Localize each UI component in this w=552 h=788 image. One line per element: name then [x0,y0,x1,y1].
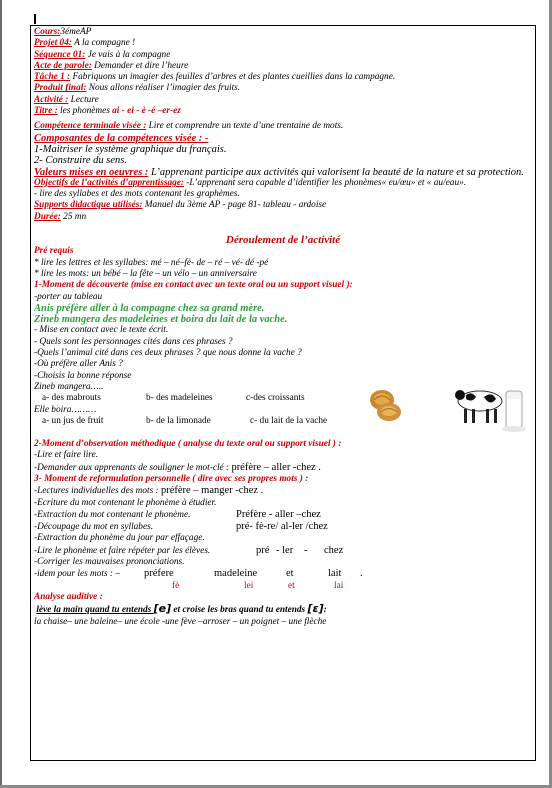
moment-3-line-5: -Extraction du phonème du jour par effaçage. [34,533,205,544]
moment-2-line-2: -Demander aux apprenants de souligner le mot-clé : préfère – aller -chez . [34,461,321,473]
moment-3-line-1: -Lectures individuelles des mots : préfère – manger -chez . [34,485,264,497]
cow-and-milk-picture [446,371,532,439]
analyse-line-2: la chaise– une baleine– une école -une fève –arroser – un poignet – une flèche [34,616,327,627]
moment-3-line-2: -Ecriture du mot contenant le phonème à étudier. [34,497,217,508]
moment-1-label: 1-Moment de découverte (mise en contact avec un texte oral ou un support visuel ): [34,280,353,291]
objectifs-line-2: - lire des syllabes et des mots contenant les graphèmes. [34,189,240,200]
prerequis-2: * lire les mots: un bébé – la fête – un vélo – un anniversaire [34,268,257,279]
page-left-border [0,0,2,788]
moment-3-line-4: -Découpage du mot en syllabes. pré- fè-re/ al-ler /chez [34,521,328,533]
idem-line: -idem pour les mots : –préfere madeleine et lait . [34,568,363,580]
question-6: Zineb mangera….. [34,381,104,392]
tache-line: Tâche 1 : Fabriquons un imagier des feuilles d’arbres et des plantes cueillies dans la campagne. [34,72,396,83]
question-5: -Choisis la bonne réponse [34,370,132,381]
valeurs-line: Valeurs mises en oeuvres : L’apprenant participe aux activités qui valorisent la beauté de la nature et sa protection. [34,166,524,178]
analyse-label: Analyse auditive : [34,591,103,602]
objectifs-line: Objectifs de l’activités d’apprentissage: -L’apprenant sera capable d’identifier les phonèmes« eu/œu» et « au/eau». [34,177,467,188]
sequence-line: Séquence 01: Je vais à la compagne [34,49,171,60]
idem-parts-line: fè lei et lai [172,580,344,591]
competence-line: Compétence terminale visée : Lire et comprendre un texte d’une trentaine de mots. [34,121,344,132]
choice-2c: c- du lait de la vache [250,415,328,426]
moment-1-support: -porter au tableau [34,291,103,302]
prerequis-label: Pré requis [34,246,74,257]
produit-line: Produit final: Nous allons réaliser l’imagier des fruits. [34,83,241,94]
deroulement-title: Déroulement de l’activité [225,235,341,247]
phrase-2: Zineb mangera des madeleines et boira du lait de la vache. [34,314,288,326]
cours-line: Cours:3émeAP [34,27,92,37]
question-7: Elle boira……… [34,404,97,415]
moment-3-line-3: -Extraction du mot contenant le phonème. Préfère - aller –chez [34,508,321,520]
moment-2-line-1: -Lire et faire lire. [34,450,99,461]
composantes-line: Composantes de la compétences visée : - [34,132,209,144]
choice-2a: a- un jus de fruit [42,415,104,426]
choice-1a: a- des mabrouts [42,393,101,404]
question-1: - Mise en contact avec le texte écrit. [34,325,169,336]
choice-2b: b- de la limonade [146,415,211,426]
madeleines-picture [365,384,405,424]
text-cursor [34,14,36,24]
lesson-content [34,27,532,628]
projet-line: Projet 04: A la compagne ! [34,38,136,49]
prerequis-1: * lire les lettres et les syllabes: mé – né–fè- de – ré – vé- dé -pé [34,257,269,268]
moment-3-line-7: -Corriger les mauvaises prononciations. [34,557,185,568]
question-4: -Où préfère aller Anis ? [34,359,123,370]
choice-1c: c-des croissants [246,393,305,404]
choice-1b: b- des madeleines [146,393,213,404]
moment-2-label: 2-Moment d’observation méthodique ( analyse du texte oral ou support visuel ) : [34,439,342,450]
supports-line: Supports didactique utilisés: Manuel du 3ème AP - page 81- tableau - ardoise [34,200,327,211]
question-3: -Quels l’animal cité dans ces deux phrases ? que nous donne la vache ? [34,348,302,359]
duree-line: Durée: 25 mn [34,211,87,222]
question-2: - Quels sont les personnages cités dans ces phrases ? [34,336,233,347]
acte-line: Acte de parole: Demander et dire l’heure [34,60,189,71]
moment-3-line-6: -Lire le phonème et faire répéter par les élèves. pré - ler - chez [34,544,344,556]
activite-line: Activité : Lecture [34,94,99,105]
composante-1: 1-Maitriser le système graphique du français. [34,143,227,155]
phrase-1: Anis préfère aller à la compagne chez sa grand mère. [34,302,265,314]
analyse-line-1: lève la main quand tu entends [e] et croise les bras quand tu entends [ɛ]: [36,603,327,616]
composante-2: 2- Construire du sens. [34,155,127,167]
titre-line: Titre : les phonèmes ai - ei - è -é –er-ez [34,106,181,117]
moment-3-label: 3- Moment de reformulation personnelle ( dire avec ses propres mots ) : [34,473,309,484]
